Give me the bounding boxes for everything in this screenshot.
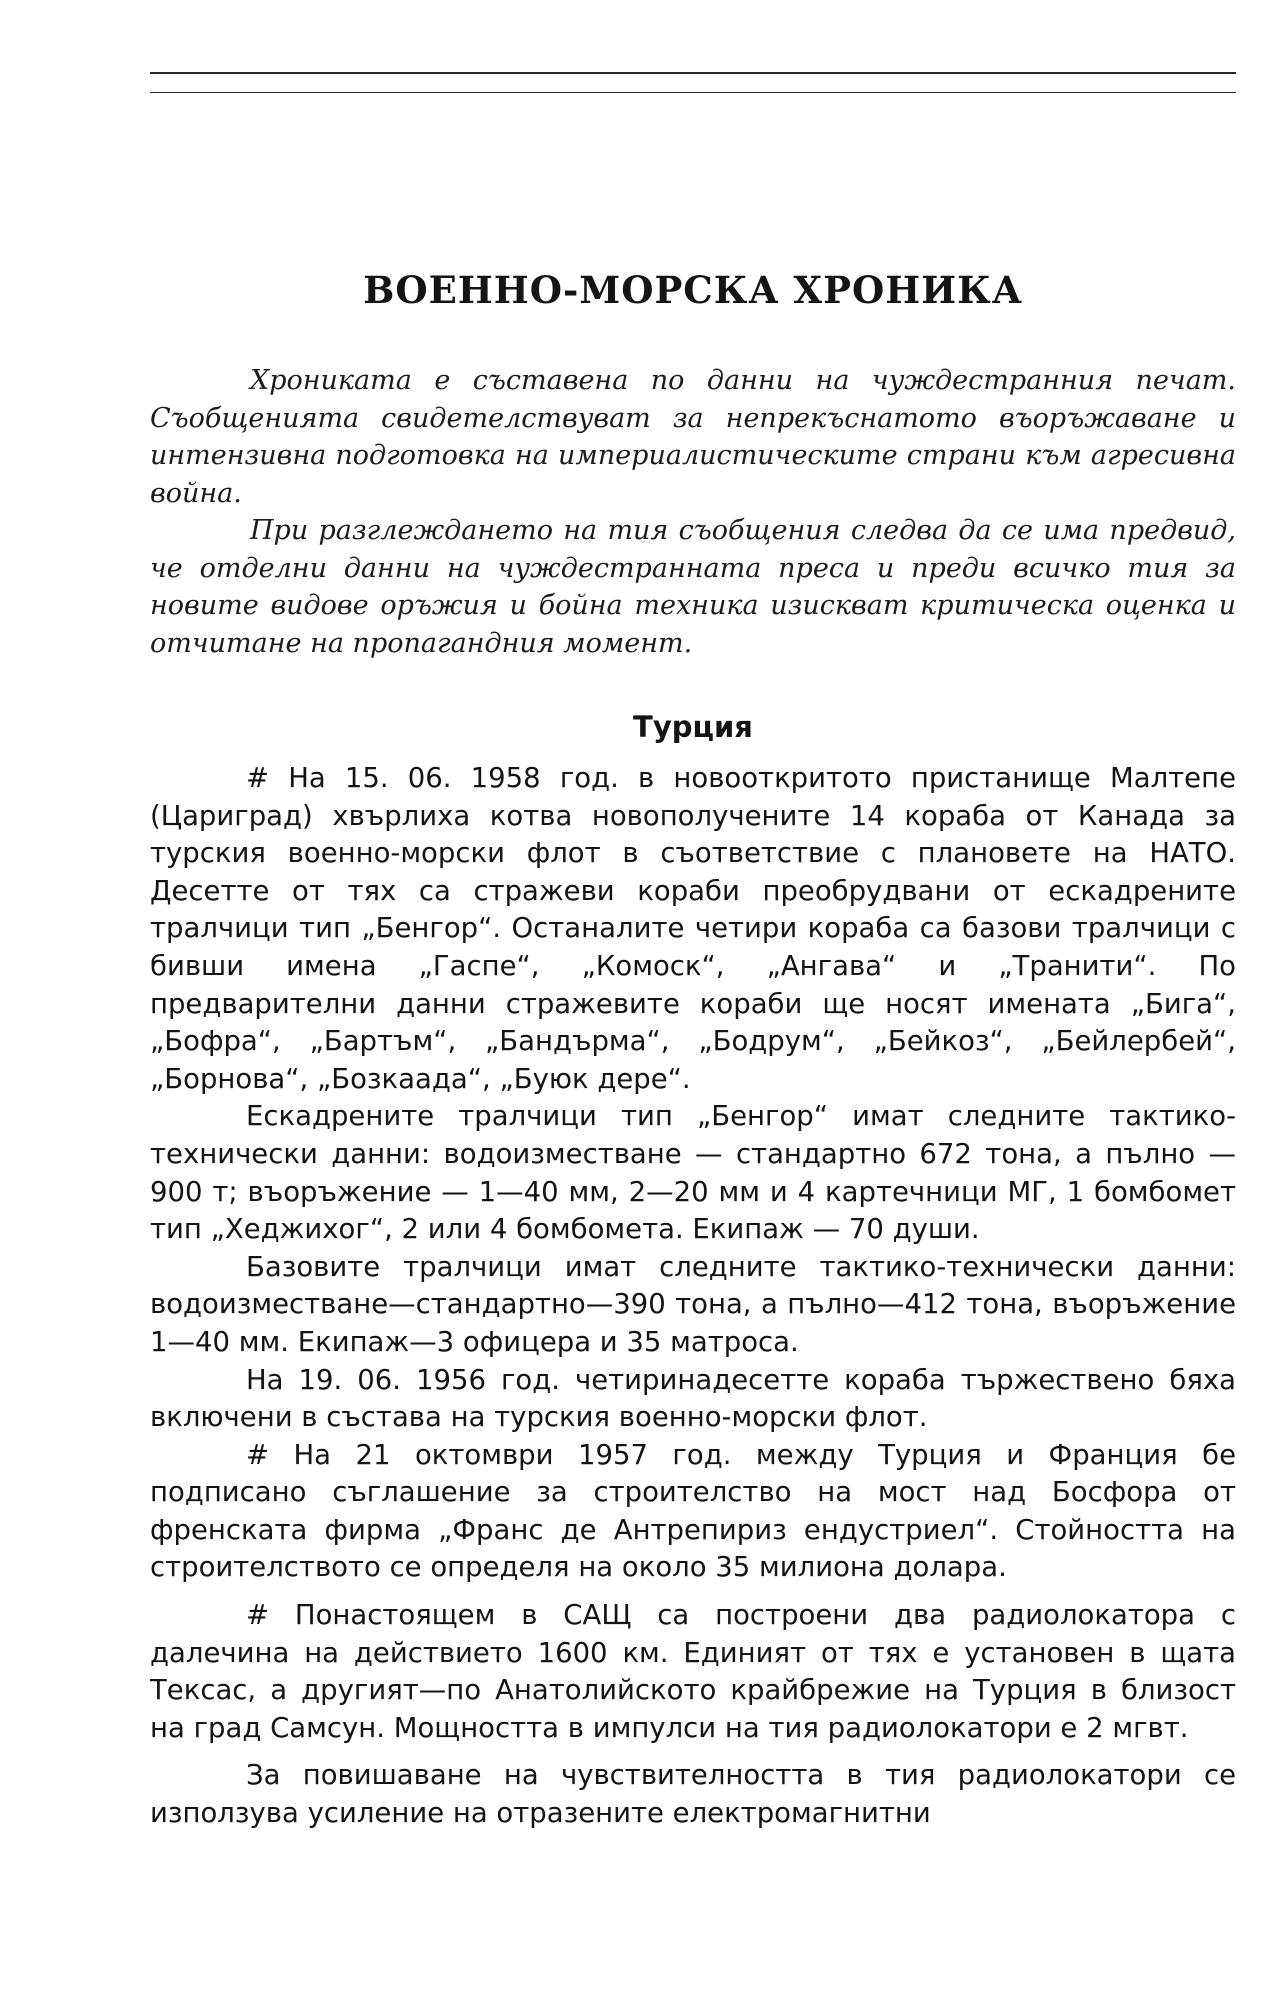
section-heading: Турция	[633, 710, 753, 744]
page-title: ВОЕННО-МОРСКА ХРОНИКА	[363, 268, 1023, 312]
paragraph: # На 21 октомври 1957 год. между Турция и Франция бе подписано съглашение за строителство на мост над Босфора от френската фирма „Франс де Антрепириз ендустриел“. Стойността на строителството се определя на около 35 милиона долара.	[150, 1438, 1236, 1584]
paragraph: Базовите тралчици имат следните тактико-технически данни: водоизместване—стандартно—390 тона, а пълно—412 тона, въоръжение 1—40 мм. Екипаж—3 офицера и 35 матроса.	[150, 1250, 1236, 1358]
article-body	[150, 760, 1236, 1833]
paragraph: Ескадрените тралчици тип „Бенгор“ имат следните тактико-технически данни: водоизместване — стандартно 672 тона, а пълно — 900 т; въоръжение — 1—40 мм, 2—20 мм и 4 картечници МГ, 1 бомбомет тип „Хеджихог“, 2 или 4 бомбомета. Екипаж — 70 души.	[150, 1100, 1236, 1246]
header-rule	[150, 72, 1236, 74]
header-rule-thin	[150, 92, 1236, 93]
paragraph: За повишаване на чувствителността в тия радиолокатори се използува усиление на отразените електромагнитни	[150, 1759, 1236, 1830]
intro-paragraph: При разглеждането на тия съобщения следва да се има предвид, че отделни данни на чуждестранната преса и преди всичко тия за новите видове оръжия и бойна техника изискват критическа оценка и отчитане на пропагандния момент.	[150, 515, 1236, 659]
paragraph: На 19. 06. 1956 год. четиринадесетте кораба тържествено бяха включени в състава на турския военно-морски флот.	[150, 1363, 1236, 1434]
intro-paragraph: Хрониката е съставена по данни на чуждестранния печат. Съобщенията свидетелствуват за непрекъснатото въоръжаване и интензивна подготовка на империалистическите страни към агресивна война.	[150, 365, 1236, 509]
paragraph: # На 15. 06. 1958 год. в новооткритото пристанище Малтепе (Цариград) хвърлиха котва новополучените 14 кораба от Канада за турския военно-морски флот в съответствие с плановете на НАТО. Десетте от тях са стражеви кораби преобрудвани от ескадрените тралчици тип „Бенгор“. Останалите четири кораба са базови тралчици с бивши имена „Гаспе“, „Комоск“, „Ангава“ и „Транити“. По предварителни данни стражевите кораби ще носят имената „Бига“, „Бофра“, „Бартъм“, „Бандърма“, „Бодрум“, „Бейкоз“, „Бейлербей“, „Борнова“, „Бозкаада“, „Буюк дере“.	[150, 762, 1236, 1095]
paragraph: # Понастоящем в САЩ са построени два радиолокатора с далечина на действието 1600 км. Единият от тях е установен в щата Тексас, а другият—по Анатолийското крайбрежие на Турция в близост на град Самсун. Мощността в импулси на тия радиолокатори е 2 мгвт.	[150, 1599, 1236, 1744]
intro-note	[150, 362, 1236, 662]
